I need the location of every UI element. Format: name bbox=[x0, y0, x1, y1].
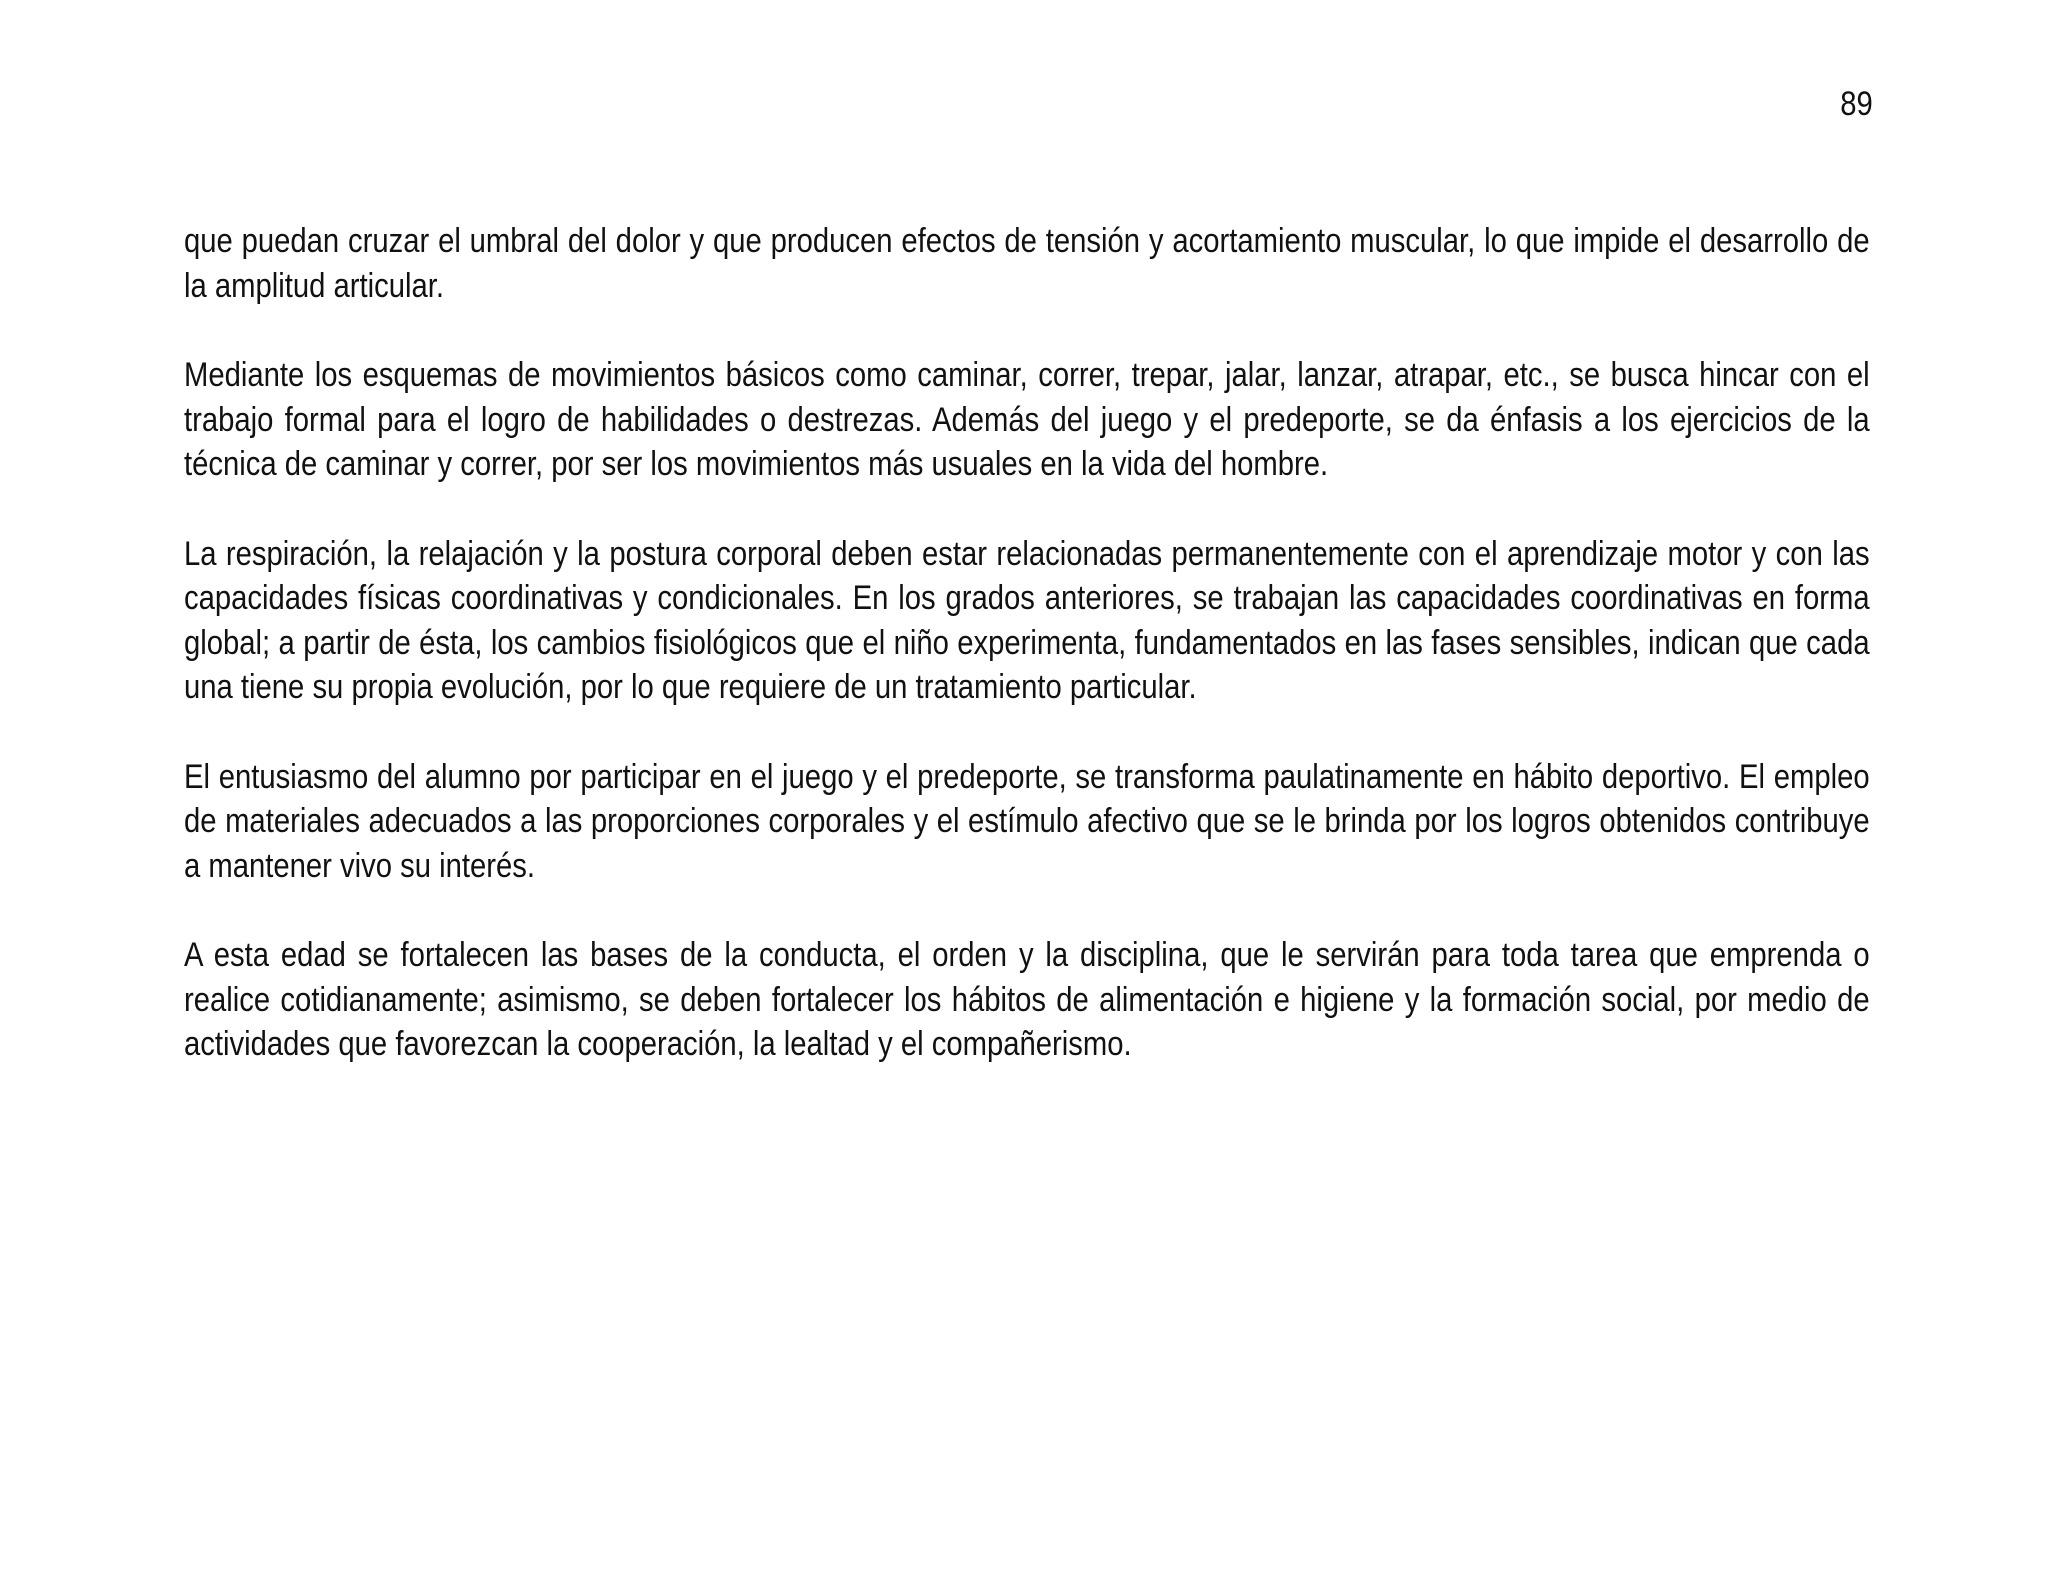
paragraph-3: La respiración, la relajación y la postura corporal deben estar relacionadas permanentemente con el aprendizaje motor y con las capacidades físicas coordinativas y condicionales. En los grados anteriores, se trabajan las capacidades coordinativas en forma global; a partir de ésta, los cambios fisiológicos que el niño experimenta, fundamentados en las fases sensibles, indican que cada una tiene su propia evolución, por lo que requiere de un tratamiento particular. bbox=[184, 534, 1870, 706]
page-number: 89 bbox=[1840, 85, 1873, 123]
paragraph-2: Mediante los esquemas de movimientos básicos como caminar, correr, trepar, jalar, lanzar, atrapar, etc., se busca hincar con el trabajo formal para el logro de habilidades o destrezas. Además del juego y el predeporte, se da énfasis a los ejercicios de la técnica de caminar y correr, por ser los movimientos más usuales en la vida del hombre. bbox=[184, 356, 1870, 483]
paragraph-1: que puedan cruzar el umbral del dolor y que producen efectos de tensión y acortamiento muscular, lo que impide el desarrollo de la amplitud articular. bbox=[184, 222, 1870, 305]
paragraph-5: A esta edad se fortalecen las bases de la conducta, el orden y la disciplina, que le servirán para toda tarea que emprenda o realice cotidianamente; asimismo, se deben fortalecer los hábitos de alimentación e higiene y la formación social, por medio de actividades que favorezcan la cooperación, la lealtad y el compañerismo. bbox=[184, 936, 1870, 1063]
body-text bbox=[184, 219, 1870, 1112]
paragraph-4: El entusiasmo del alumno por participar en el juego y el predeporte, se transforma paulatinamente en hábito deportivo. El empleo de materiales adecuados a las proporciones corporales y el estímulo afectivo que se le brinda por los logros obtenidos contribuye a mantener vivo su interés. bbox=[184, 757, 1870, 885]
